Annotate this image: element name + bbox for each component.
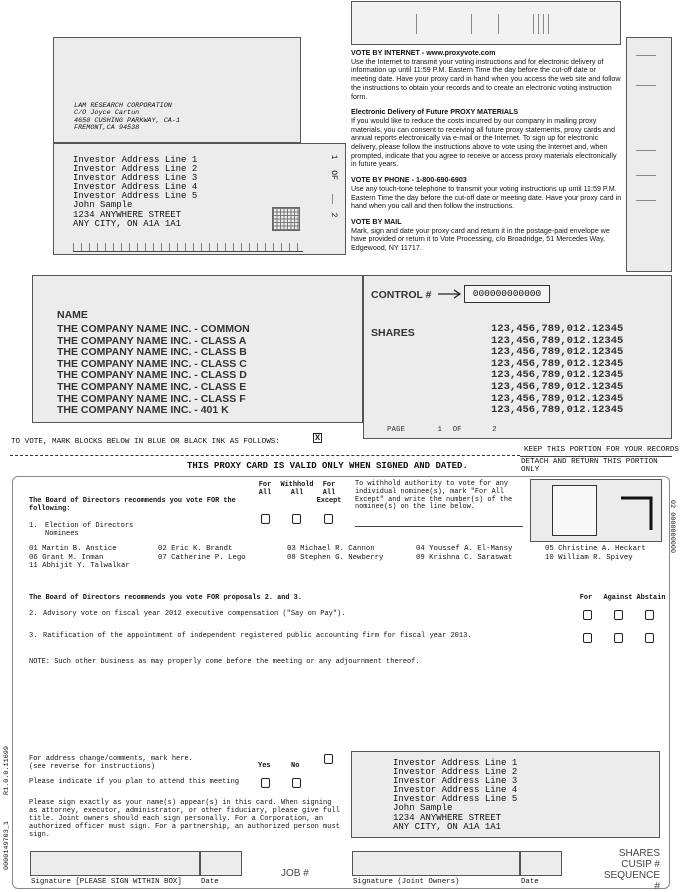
edge-mark [636, 150, 656, 151]
item1-label: Election of Directors [45, 522, 134, 530]
sender-line: 4650 CUSHING PARKWAY, CA-1 [74, 116, 181, 125]
nominee: 02 Eric K. Brandt [158, 545, 233, 553]
barcode-bar [498, 14, 499, 34]
item3-text: Ratification of the appointment of independent registered public accounting firm for fiscal year 2013. [43, 632, 472, 640]
edge-mark [636, 175, 656, 176]
nominees-label: Nominees [45, 530, 79, 538]
withhold-instructions: To withhold authority to vote for any individual nominee(s), mark "For All Except" and write the number(s) of the nominee(s) on the line below. [355, 480, 513, 512]
item3-abstain-checkbox[interactable] [645, 633, 654, 643]
phone-title: VOTE BY PHONE - 1-800-690-6903 [351, 176, 467, 185]
nominee-numbers-line[interactable] [355, 526, 523, 527]
address-line: Investor Address Line 1 [393, 758, 518, 768]
side-code-left [2, 700, 14, 880]
address-line: Investor Address Line 2 [73, 164, 198, 175]
side-code-right [664, 500, 678, 570]
postal-barcode-strip [351, 1, 621, 45]
job-label: JOB # [281, 868, 309, 879]
signature-joint-label: Signature (Joint Owners) [353, 878, 460, 886]
for-all-checkbox[interactable] [261, 514, 270, 524]
item2-for-checkbox[interactable] [583, 610, 592, 620]
barcode-bar [548, 14, 549, 34]
mail-text: Mark, sign and date your proxy card and return it in the postage-paid envelope we have provided or return it to Vote Processing, c/o Broadridge, 51 Mercedes Way, Edgewood, NY 11717. [351, 226, 610, 253]
holdings-name-header: NAME [57, 309, 88, 321]
yes-label: Yes [258, 762, 271, 770]
page-num: 1 [437, 426, 443, 434]
share-value: 123,456,789,012.12345 [491, 392, 624, 405]
attend-yes-checkbox[interactable] [261, 778, 270, 788]
barcode-bar [543, 14, 544, 34]
signature-label: Signature [PLEASE SIGN WITHIN BOX] [31, 878, 182, 886]
address-line: Investor Address Line 3 [393, 776, 518, 787]
address-change-checkbox[interactable] [324, 754, 333, 764]
item2-text: Advisory vote on fiscal year 2012 executive compensation ("Say on Pay"). [43, 610, 346, 618]
item2-abstain-checkbox[interactable] [645, 610, 654, 620]
signature-box[interactable] [30, 851, 200, 876]
withhold-all-checkbox[interactable] [292, 514, 301, 524]
keep-portion-text: KEEP THIS PORTION FOR YOUR RECORDS [524, 446, 679, 454]
sign-instructions: Please sign exactly as your name(s) appear(s) in this card. When signing as attorney, executor, administrator, or other fiduciary, please give full title. Joint owners should each sign personally. For a Corporation, an authorized officer must sign. For a partnership, an authorized person must sign. [29, 799, 340, 839]
attend-text: Please indicate if you plan to attend this meeting [29, 778, 240, 786]
barcode-bar [538, 14, 539, 34]
barcode-grid-icon [272, 207, 300, 231]
col-for-all: For All [258, 481, 272, 497]
holdings-company-list [57, 324, 250, 417]
control-number-box [464, 285, 550, 303]
address-line: Investor Address Line 1 [73, 155, 198, 165]
barcode-bar [416, 14, 417, 34]
control-number: 000000000000 [472, 288, 542, 299]
col-for-all-except: For All Except [316, 481, 342, 505]
date-label: Date [201, 878, 219, 886]
address-line: John Sample [73, 200, 133, 211]
return-address [393, 759, 517, 832]
page-of-num: 1 [329, 154, 338, 160]
recipient-address [73, 156, 197, 229]
company-row: THE COMPANY NAME INC. - CLASS C [57, 357, 247, 370]
page-total: 2 [492, 426, 497, 434]
tear-line [10, 455, 520, 456]
nominee: 10 William R. Spivey [545, 553, 633, 562]
shares-label-bottom: SHARES [618, 848, 660, 859]
sender-line: C/O Joyce Cartun [74, 109, 140, 118]
col-abstain: Abstain [636, 594, 666, 602]
page-of-total: 2 [329, 212, 338, 218]
edge-mark [636, 200, 656, 201]
board-recommends: The Board of Directors recommends you vote FOR the following: [29, 497, 236, 514]
company-row: THE COMPANY NAME INC. - 401 K [57, 404, 229, 417]
nominee: 04 Youssef A. El-Mansy [416, 545, 513, 553]
control-label: CONTROL # [371, 289, 432, 301]
date-box[interactable] [200, 851, 242, 876]
sender-line: LAM RESEARCH CORPORATION [74, 102, 172, 110]
attend-no-checkbox[interactable] [292, 778, 301, 788]
page-indicator [387, 426, 497, 434]
nominee: 08 Stephen G. Newberry [287, 553, 384, 562]
item2-against-checkbox[interactable] [614, 610, 623, 620]
shares-cusip-sequence [596, 848, 660, 892]
proposals-intro: The Board of Directors recommends you vote FOR proposals 2. and 3. [29, 594, 302, 602]
share-value: 123,456,789,012.12345 [491, 346, 624, 359]
note-text: NOTE: Such other business as may properly come before the meeting or any adjournment thereof. [29, 658, 420, 666]
of-label: OF [452, 426, 462, 434]
company-row: THE COMPANY NAME INC. - CLASS A [57, 334, 247, 347]
barcode-bar [533, 14, 534, 34]
address-line: ANY CITY, ON A1A 1A1 [73, 218, 182, 229]
mail-title: VOTE BY MAIL [351, 217, 402, 226]
nominee: 11 Abhijit Y. Talwalkar [29, 562, 130, 571]
nominee: 06 Grant M. Inman [29, 553, 104, 562]
page-of-label: OF [329, 170, 338, 180]
address-line: Investor Address Line 5 [73, 191, 198, 202]
internet-text: Use the Internet to transmit your voting instructions and for electronic delivery of information up until 11:59 P.M. Eastern Time the day before the cut-off date or meeting date. Have your proxy card in hand when you access the web site and follow the instructions to obtain your records and to create an electronic voting instruction form. [351, 57, 621, 101]
address-line: Investor Address Line 2 [393, 767, 518, 778]
share-value: 123,456,789,012.12345 [491, 404, 624, 417]
shares-label: SHARES [371, 327, 415, 339]
corner-mark-icon [620, 495, 654, 531]
mark-example-box [313, 433, 322, 443]
side-code-left-text: 0000149703_1 [3, 821, 11, 870]
item3-num: 3. [29, 632, 38, 640]
address-line: Investor Address Line 5 [393, 794, 518, 805]
sender-line: FREMONT,CA 94538 [74, 124, 140, 133]
voting-instructions [351, 49, 623, 253]
side-code-right-text: 02 0000000000 [668, 500, 676, 554]
valid-only-text: THIS PROXY CARD IS VALID ONLY WHEN SIGNED AND DATED. [187, 461, 468, 471]
company-row: THE COMPANY NAME INC. - CLASS B [57, 346, 247, 359]
mark-example: X [314, 433, 321, 443]
item1-num: 1. [29, 522, 38, 530]
right-edge-strip [626, 37, 672, 272]
nominee: 01 Martin B. Anstice [29, 545, 117, 553]
col-withhold-all: Withhold All [280, 481, 314, 497]
cusip-label: CUSIP # [621, 859, 660, 870]
address-line: Investor Address Line 4 [393, 785, 518, 796]
ruler-baseline [73, 251, 303, 252]
stamp-square [552, 485, 597, 536]
date-joint-box[interactable] [520, 851, 562, 876]
for-all-except-checkbox[interactable] [324, 514, 333, 524]
share-value: 123,456,789,012.12345 [491, 323, 624, 335]
mark-blocks-text: TO VOTE, MARK BLOCKS BELOW IN BLUE OR BLACK INK AS FOLLOWS: [11, 438, 280, 446]
company-row: THE COMPANY NAME INC. - COMMON [57, 323, 250, 335]
address-change-text: For address change/comments, mark here. [29, 755, 193, 763]
internet-title: VOTE BY INTERNET - www.proxyvote.com [351, 49, 496, 57]
company-row: THE COMPANY NAME INC. - CLASS E [57, 380, 247, 393]
address-line: 1234 ANYWHERE STREET [73, 209, 182, 220]
share-value: 123,456,789,012.12345 [491, 380, 624, 393]
item2-num: 2. [29, 610, 38, 618]
page-of-indicator [326, 152, 340, 220]
nominee: 09 Krishna C. Saraswat [416, 553, 513, 562]
share-value: 123,456,789,012.12345 [491, 357, 624, 370]
nominee: 07 Catherine P. Lego [158, 553, 246, 562]
company-row: THE COMPANY NAME INC. - CLASS F [57, 392, 246, 405]
address-line: John Sample [393, 803, 453, 814]
nominee: 05 Christine A. Heckart [545, 545, 646, 553]
address-line: Investor Address Line 3 [73, 173, 198, 184]
item3-for-checkbox[interactable] [583, 633, 592, 643]
page-of-rule [332, 194, 333, 204]
address-line: 1234 ANYWHERE STREET [393, 812, 502, 823]
item3-against-checkbox[interactable] [614, 633, 623, 643]
ruler-ticks [73, 243, 303, 251]
see-reverse-text: (see reverse for instructions) [29, 763, 156, 771]
col-for: For [579, 594, 593, 602]
share-values [491, 324, 623, 417]
sender-address [74, 103, 180, 133]
share-value: 123,456,789,012.12345 [491, 334, 624, 347]
address-line: ANY CITY, ON A1A 1A1 [393, 821, 502, 832]
page-label: PAGE [387, 426, 406, 434]
company-row: THE COMPANY NAME INC. - CLASS D [57, 369, 247, 382]
arrow-right-icon [437, 289, 463, 299]
electronic-text: If you would like to reduce the costs incurred by our company in mailing proxy materials, you can consent to receiving all future proxy statements, proxy cards and annual reports electronically via e-mail or the Internet. To sign up for electronic delivery, please follow the instructions above to vote using the Internet and, when prompted, indicate that you agree to receive or access proxy materials electronically in future years. [351, 116, 617, 169]
no-label: No [291, 762, 300, 770]
date-joint-label: Date [521, 878, 539, 886]
edge-mark [636, 55, 656, 56]
detach-text: DETACH AND RETURN THIS PORTION ONLY [521, 458, 658, 474]
sequence-label: SEQUENCE # [603, 870, 660, 892]
address-line: Investor Address Line 4 [73, 182, 198, 193]
signature-joint-box[interactable] [352, 851, 520, 876]
edge-mark [636, 85, 656, 86]
barcode-bar [471, 14, 472, 34]
nominee: 03 Michael R. Cannon [287, 545, 375, 553]
share-value: 123,456,789,012.12345 [491, 369, 624, 382]
side-code-left-text: R1.0.0.11699 [3, 746, 11, 795]
electronic-title: Electronic Delivery of Future PROXY MATERIALS [351, 108, 519, 117]
keep-underline [520, 456, 672, 457]
phone-text: Use any touch-tone telephone to transmit your voting instructions up until 11:59 P.M. Eastern Time the day before the cut-off date or meeting date. Have your proxy card in hand when you call and then follow the instructions. [351, 184, 622, 211]
col-against: Against [603, 594, 633, 602]
